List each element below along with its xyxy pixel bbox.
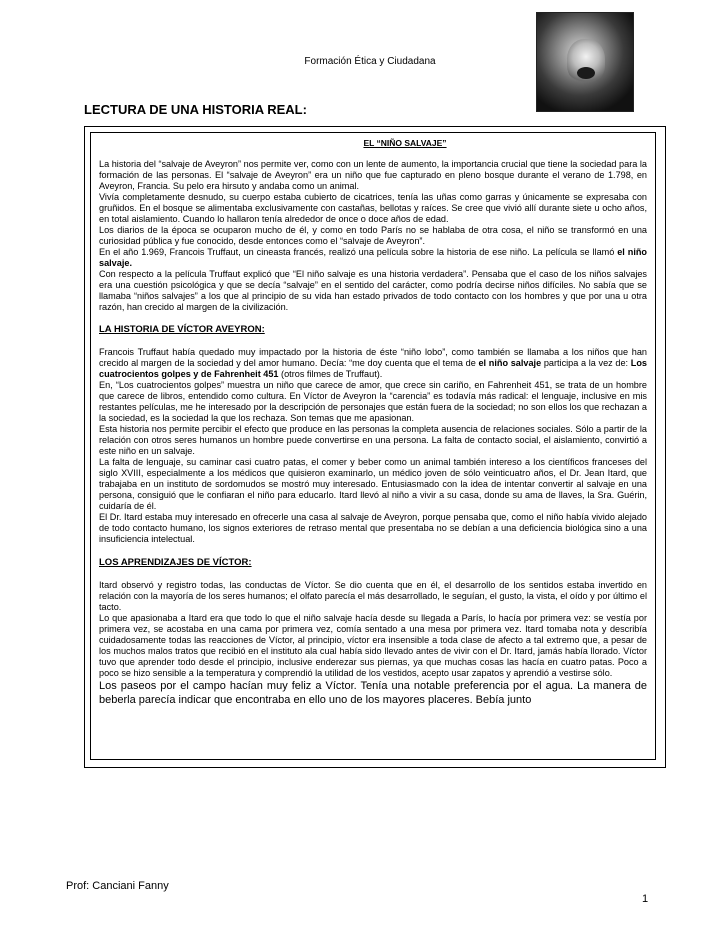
section-title: LECTURA DE UNA HISTORIA REAL:: [84, 102, 307, 117]
film-title-bold: el niño salvaje.: [99, 247, 648, 268]
aprendizajes-paragraph-2: Lo que apasionaba a Itard era que todo lo que el niño salvaje hacía desde su llegada a París, lo hacía por primera vez: se vestía por primera vez, se acostaba en una cama por primera vez, comía sentado a una mesa por primera vez. Itard tomaba nota y describía cuidadosamente todas las reacciones de Víctor, al principio, víctor era insensible a toda clase de afecto a tal extremo que, a pesar de los muchos malos tratos que recibió en el instituto ala cual había sido llevado antes de vivir con el Dr. Itard, jamás había llorado. Víctor tuvo que aprender todo desde el principio, inclusive enderezar sus piernas, ya que muchas cosas las hacía en cuatro patas. Poco a poco se hizo sensible a la temperatura y comprendió la utilidad de los vestidos, acepto usar zapatos y aprendió a vestirse sólo.: [99, 613, 647, 678]
header-title: Formación Ética y Ciudadana: [304, 56, 436, 67]
historia-paragraph-2: En, “Los cuatrocientos golpes” muestra un niño que carece de amor, que crece sin cariño, en Fahrenheit 451, se trata de un hombre que carece de libros, entendido como cultura. En Víctor de Aveyron la “carencia” es todavía más radical: el lenguaje, inclusive en mis restantes películas, me he interesado por la descripción de personajes que están fuera de la sociedad; no son ellos los que rechazan a la sociedad, es la sociedad la que los rechaza. Son temas que me apasionan.: [99, 380, 647, 423]
intro-paragraph-1: La historia del “salvaje de Aveyron” nos permite ver, como con un lente de aumento, la importancia crucial que tiene la sociedad para la formación de las personas. El “salvaje de Aveyron” era un niño que fue capturado en pleno bosque durante el verano de 1.798, en Aveyron, Francia. Su pelo era hirsuto y andaba como un animal.: [99, 159, 647, 191]
wild-child-photo: [536, 12, 634, 112]
historia-paragraph-4: La falta de lenguaje, su caminar casi cuatro patas, el comer y beber como un animal también intereso a los científicos franceses del siglo XVIII, especialmente a los médicos que quisieron examinarlo, un médico joven de sólo veinticuatro años, el Dr. Jean Itard, que trabajaba en un instituto de sordomudos se mostró muy interesado. Entusiasmado con la idea de intentar convertir al salvaje en una persona, consiguió que le confiaran el niño para educarlo. Itard llevó al niño a vivir a su casa, donde su ama de llaves, la Sra. Guérin, cuidaría de él.: [99, 457, 647, 511]
footer-author: Prof: Canciani Fanny: [66, 880, 169, 892]
historia-p1-b: el niño salvaje: [478, 358, 542, 368]
historia-p1-c: participa a la vez de:: [541, 358, 631, 368]
historia-paragraph-1: [99, 347, 647, 380]
intro-paragraph-3: Los diarios de la época se ocuparon mucho de él, y como en todo París no se hablaba de otra cosa, el niño se transformó en una curiosidad pública y fue conocido, desde entonces como el “salvaje de Aveyron”.: [99, 225, 647, 246]
intro-paragraph-5: Con respecto a la película Truffaut explicó que “El niño salvaje es una historia verdadera”. Pensaba que el caso de los niños salvajes era una cuestión psicológica y que se decía “salvaje” en el sentido del carácter, como podría decirse niños difíciles. No sabía que se llamaba “niños salvajes” a los que al principio de su vida han estado privados de todo contacto con los hombres y que por una u otra razón, han crecido al margen de la civilización.: [99, 269, 647, 312]
historia-paragraph-5: El Dr. Itard estaba muy interesado en ofrecerle una casa al salvaje de Aveyron, porque pensaba que, como el niño había vivido alejado de todo contacto humano, los signos exteriores de retraso mental que presentaba no se debían a una deficiencia biológica sino a una insuficiencia intelectual.: [99, 512, 647, 544]
page-number: 1: [642, 893, 649, 905]
reading-box: [90, 132, 656, 760]
historia-paragraph-3: Esta historia nos permite percibir el efecto que produce en las personas la completa ausencia de relaciones sociales. Sólo a partir de la relación con otros seres humanos un hombre puede convertirse en una persona. La falta de contacto social, el aislamiento, convirtió a este niño en un salvaje.: [99, 424, 647, 456]
historia-p1-d: Los cuatrocientos golpes y de Fahrenheit 451: [99, 358, 648, 379]
aprendizajes-paragraph-3: Los paseos por el campo hacían muy feliz a Víctor. Tenía una notable preferencia por el agua. La manera de beberla parecía indicar que encontraba en ello uno de los mayores placeres. Bebía junto: [99, 680, 647, 706]
historia-p1-a: Francois Truffaut había quedado muy impactado por la historia de éste “niño lobo”, como también se llamaba a los niños que han crecido al margen de la sociedad y del amor humano. Decía: “me doy cuenta que el tema de: [99, 347, 647, 368]
historia-p1-e: (otros filmes de Truffaut).: [278, 369, 383, 379]
intro-paragraph-4: [99, 247, 647, 269]
aprendizajes-heading: LOS APRENDIZAJES DE VÍCTOR:: [99, 557, 252, 568]
historia-heading: LA HISTORIA DE VÍCTOR AVEYRON:: [99, 324, 265, 335]
aprendizajes-paragraph-1: Itard observó y registro todas, las conductas de Víctor. Se dio cuenta que en él, el desarrollo de los sentidos estaba invertido en relación con la mayoría de los seres humanos; el olfato parecía el más desarrollado, le seguían, el gusto, la vista, el oído y por último el tacto.: [99, 580, 647, 612]
intro-p4-text: En el año 1.969, Francois Truffaut, un cineasta francés, realizó una película sobre la historia de ese niño. La película se llamó: [99, 247, 618, 257]
intro-paragraph-2: Vivía completamente desnudo, su cuerpo estaba cubierto de cicatrices, tenía las uñas como garras y únicamente se expresaba con gruñidos. En el bosque se alimentaba exclusivamente con castañas, bellotas y raíces. Se cree que vivió allí durante siete u ocho años, en total aislamiento. Cuando lo hallaron tenía alrededor de once o doce años de edad.: [99, 192, 647, 224]
story-title: EL “NIÑO SALVAJE”: [363, 138, 447, 148]
